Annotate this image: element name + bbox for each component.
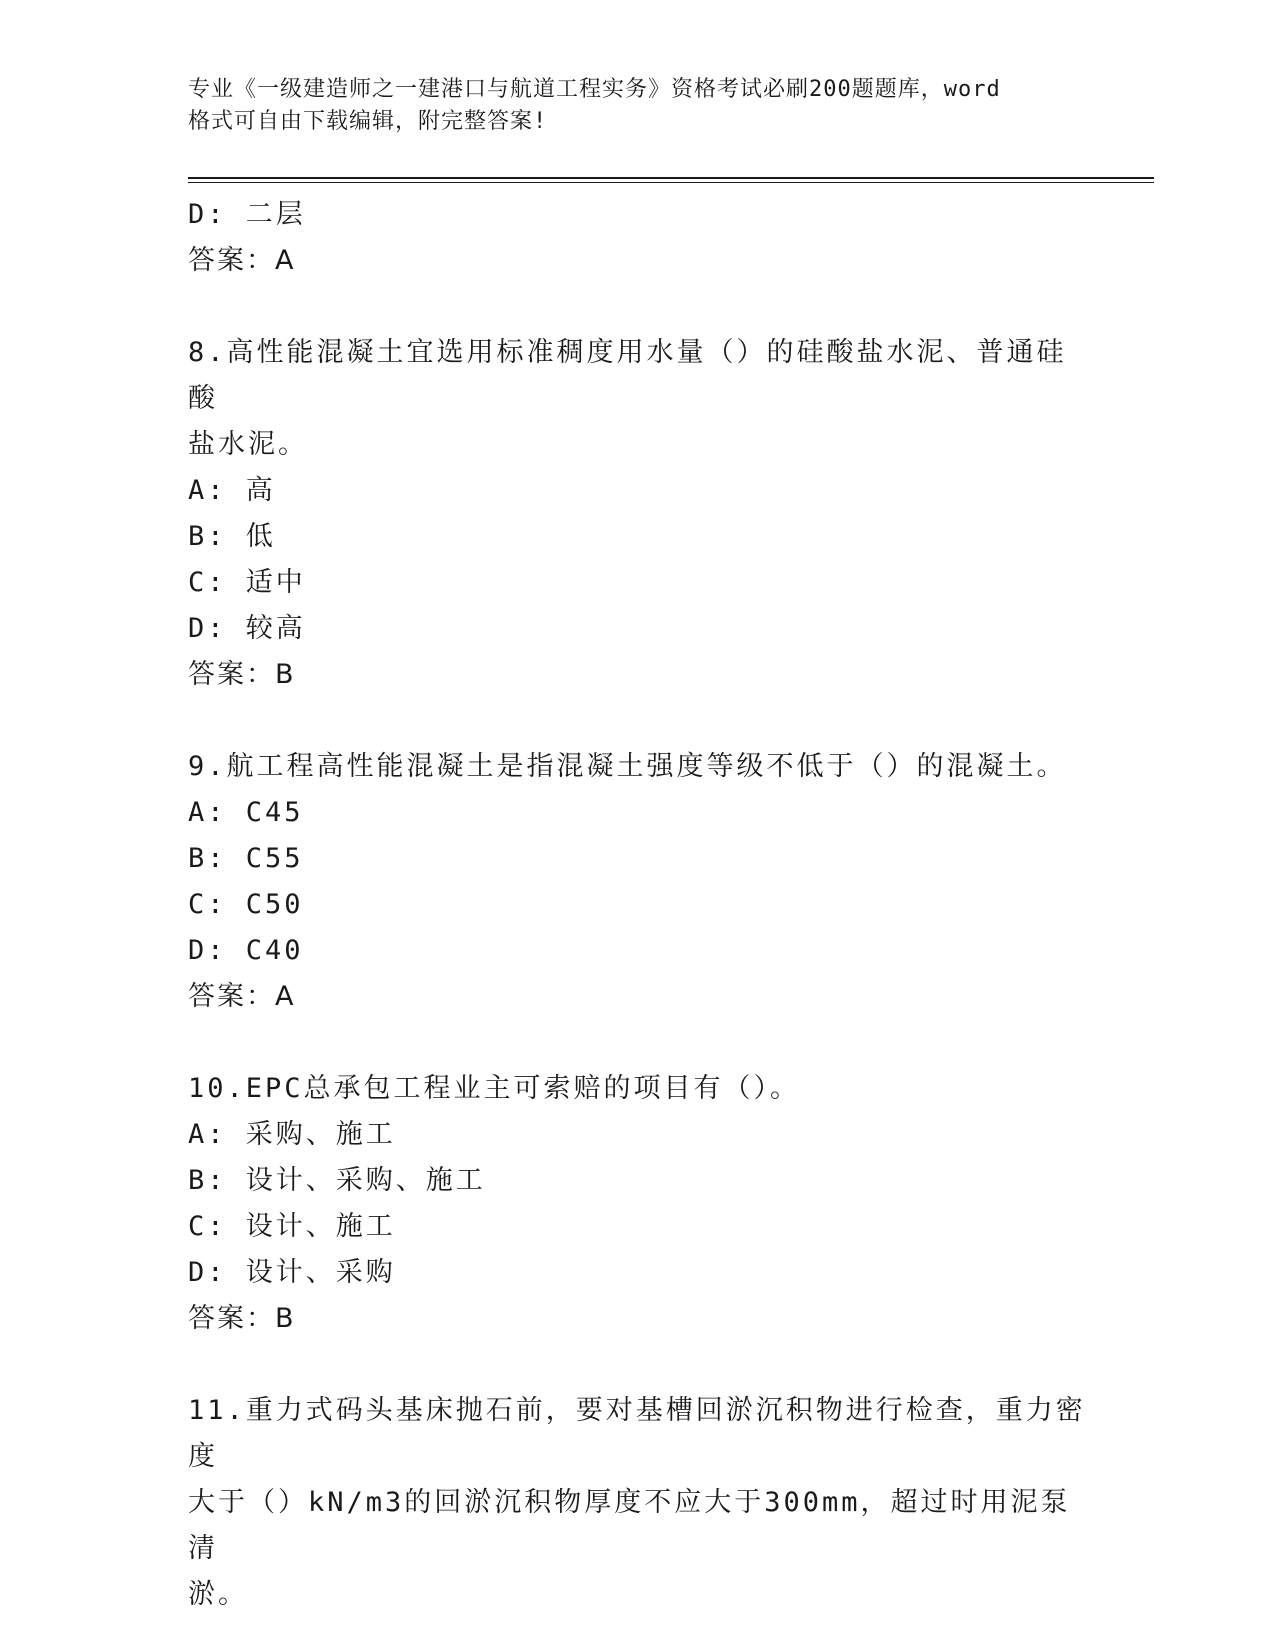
document-header: [188, 74, 1068, 138]
option-b: B: 设计、采购、施工: [188, 1165, 486, 1196]
option-d: D: 较高: [188, 613, 306, 644]
answer-line: 答案：B: [188, 1303, 296, 1334]
option-b: B: 低: [188, 521, 276, 552]
header-divider-thin: [188, 182, 1154, 183]
answer-line: 答案：B: [188, 659, 296, 690]
header-divider-thick: [188, 177, 1154, 179]
question-10: [188, 1066, 1088, 1342]
document-body: [188, 192, 1088, 1618]
answer-line: 答案：A: [188, 245, 296, 276]
option-c: C: C50: [188, 889, 304, 920]
question-11: [188, 1388, 1088, 1618]
header-line-1: 专业《一级建造师之一建港口与航道工程实务》资格考试必刷200题题库，word: [188, 77, 1001, 102]
question-text-cont: 淤。: [188, 1579, 248, 1610]
header-line-2: 格式可自由下载编辑，附完整答案!: [188, 109, 548, 134]
spacer: [188, 1342, 1088, 1388]
question-text: 9.航工程高性能混凝土是指混凝土强度等级不低于（）的混凝土。: [188, 751, 1067, 782]
question-8: [188, 330, 1088, 698]
question-text: 8.高性能混凝土宜选用标准稠度用水量（）的硅酸盐水泥、普通硅酸: [188, 337, 1067, 414]
question-7-tail: [188, 192, 1088, 284]
spacer: [188, 284, 1088, 330]
option-c: C: 设计、施工: [188, 1211, 396, 1242]
option-a: A: 采购、施工: [188, 1119, 396, 1150]
option-b: B: C55: [188, 843, 304, 874]
question-text: 10.EPC总承包工程业主可索赔的项目有（）。: [188, 1073, 801, 1104]
question-text-cont: 盐水泥。: [188, 429, 308, 460]
option-a: A: C45: [188, 797, 304, 828]
option-d: D: C40: [188, 935, 304, 966]
question-text-cont: 大于（）kN/m3的回淤沉积物厚度不应大于300mm，超过时用泥泵清: [188, 1487, 1071, 1564]
spacer: [188, 698, 1088, 744]
option-a: A: 高: [188, 475, 276, 506]
question-9: [188, 744, 1088, 1020]
answer-line: 答案：A: [188, 981, 296, 1012]
question-text: 11.重力式码头基床抛石前，要对基槽回淤沉积物进行检查，重力密度: [188, 1395, 1086, 1472]
option-d: D: 二层: [188, 199, 306, 230]
option-c: C: 适中: [188, 567, 306, 598]
spacer: [188, 1020, 1088, 1066]
option-d: D: 设计、采购: [188, 1257, 396, 1288]
